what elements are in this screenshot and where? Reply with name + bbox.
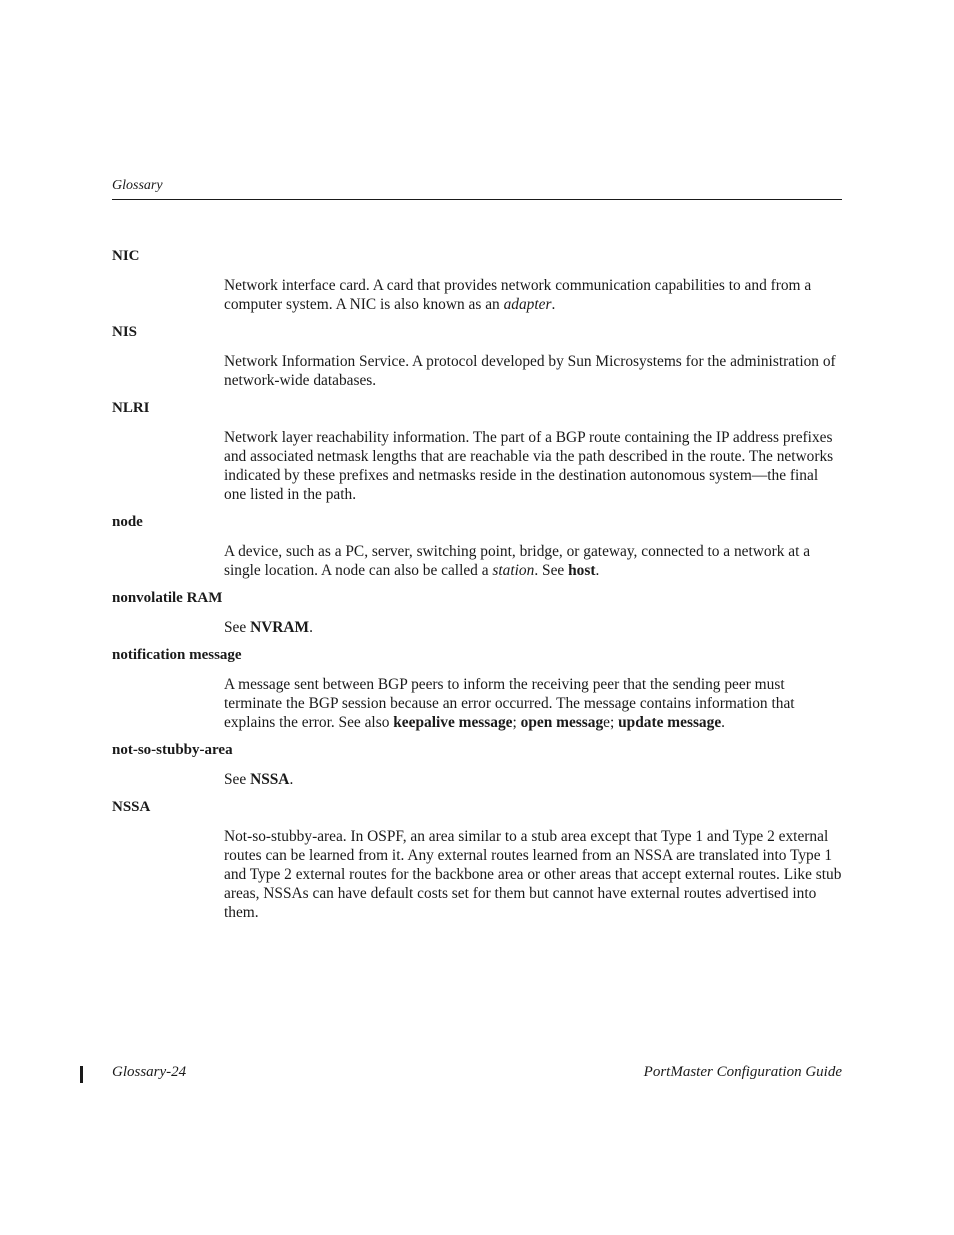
running-header: Glossary (112, 178, 163, 193)
glossary-term: node (112, 514, 143, 530)
glossary-list (112, 247, 842, 931)
glossary-term: NSSA (112, 799, 151, 815)
glossary-definition (224, 276, 842, 314)
definition-text: Network interface card. A card that provides network communication capabilities to and from a computer system. A NIC is also known as an (224, 277, 812, 313)
definition-text: A device, such as a PC, server, switching point, bridge, or gateway, connected to a network at a single location. A node can also be called a (224, 543, 811, 579)
change-bar (80, 1066, 83, 1083)
definition-text: . (551, 296, 556, 313)
glossary-term: not-so-stubby-area (112, 742, 233, 758)
glossary-definition (224, 618, 842, 637)
glossary-definition (224, 770, 842, 789)
glossary-definition (224, 827, 842, 922)
definition-text: See (224, 771, 251, 788)
cross-reference: update message (618, 714, 722, 731)
book-title: PortMaster Configuration Guide (643, 1064, 842, 1080)
cross-reference: keepalive message (393, 714, 513, 731)
page-number: Glossary-24 (112, 1064, 187, 1080)
definition-text: . (309, 619, 313, 636)
definition-text: . (721, 714, 726, 731)
cross-reference: NSSA (250, 771, 290, 788)
definition-text: See (224, 619, 251, 636)
glossary-definition (224, 675, 842, 732)
emphasis-text: station (492, 562, 535, 579)
definition-text: Not-so-stubby-area. In OSPF, an area similar to a stub area except that Type 1 and Type 2 external routes can be learned from it. Any external routes learned from an NSSA are translated into Type 1 and Type 2 external routes for the backbone area or other areas that accept external routes. Like stub areas, NSSAs can have default costs set for them but cannot have external routes advertised into them. (224, 828, 842, 921)
definition-text: . (289, 771, 294, 788)
glossary-definition (224, 428, 842, 504)
cross-reference: open messag (520, 714, 604, 731)
glossary-definition (224, 352, 842, 390)
glossary-term: nonvolatile RAM (112, 590, 223, 606)
header-rule (112, 199, 842, 200)
glossary-definition (224, 542, 842, 580)
emphasis-text: adapter (503, 296, 552, 313)
glossary-term: NIC (112, 248, 140, 264)
glossary-term: NIS (112, 324, 138, 340)
definition-text: Network layer reachability information. The part of a BGP route containing the IP address prefixes and associated netmask lengths that are reachable via the path described in the route. The networks indicated by these prefixes and netmasks reside in the destination autonomous system—the final one listed in the path. (224, 429, 834, 503)
cross-reference: NVRAM (250, 619, 310, 636)
definition-text: e; (603, 714, 619, 731)
definition-text: Network Information Service. A protocol developed by Sun Microsystems for the administration of network-wide databases. (224, 353, 836, 389)
definition-text: . See (534, 562, 569, 579)
definition-text: ; (512, 714, 521, 731)
glossary-term: notification message (112, 647, 242, 663)
glossary-term: NLRI (112, 400, 150, 416)
definition-text: . (595, 562, 600, 579)
definition-text: A message sent between BGP peers to inform the receiving peer that the sending peer must terminate the BGP session because an error occurred. The message contains information that explains the error. See also (224, 676, 795, 731)
cross-reference: host (568, 562, 596, 579)
